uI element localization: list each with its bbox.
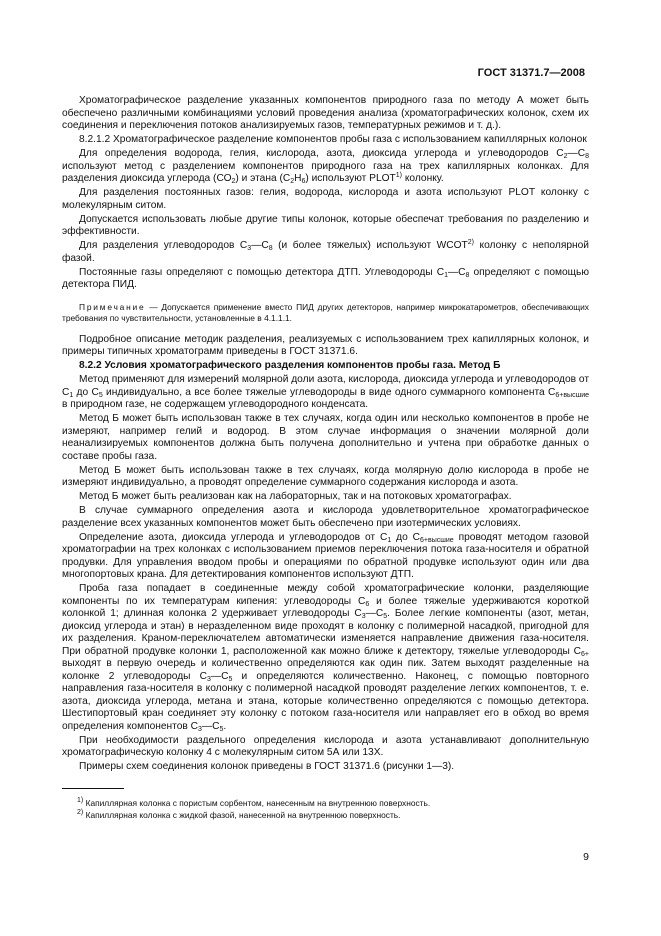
page-number: 9: [583, 851, 589, 863]
footnote-divider: [62, 788, 124, 789]
document-header: ГОСТ 31371.7—2008: [477, 67, 585, 79]
paragraph: Метод Б может быть реализован как на лабораторных, так и на потоковых хроматографах.: [79, 491, 512, 502]
paragraph: Допускается использовать любые другие типы колонок, которые обеспечат требования по разделению и эффективности.: [62, 213, 589, 237]
paragraph: Подробное описание методик разделения, реализуемых с использованием трех капиллярных колонок, и примеры типичных хроматограмм приведены в ГОСТ 31371.6.: [62, 333, 589, 357]
paragraph: Метод Б может быть использован также в тех случаях, когда один или несколько компонентов в пробе не измеряют, например гелий и водород. В этом случае информация о значении молярной доли неанализируемых компонентов должна быть получена дополнительно и учтена при обработке данных о составе пробы газа.: [62, 413, 589, 462]
footnote: $^{2)}$ Капиллярная колонка с жидкой фазой, нанесенной на внутреннюю поверхность.: [77, 808, 401, 820]
paragraph: Метод применяют для измерений молярной доли азота, кислорода, диоксида углерода и углеводородов от $С_1$ до $С_5$ индивидуально, а все более тяжелые углеводороды в виде одного суммарного компонента $С_{6+высшие}$ в природном газе, не содержащем углеводородного конденсата.: [62, 374, 589, 410]
document-body: [62, 95, 589, 821]
paragraph: Постоянные газы определяют с помощью детектора ДТП. Углеводороды $С_1—С_8$ определяют с помощью детектора ПИД.: [62, 266, 589, 290]
note: Примечание — Допускается применение вместо ПИД других детекторов, например микрокатарометров, обеспечивающих требования по чувствительности, установленные в 4.1.1.1.: [62, 301, 589, 323]
paragraph: Проба газа попадает в соединенные между собой хроматографические колонки, разделяющие компоненты по их температурам кипения: углеводороды $С_6$ и более тяжелые удерживаются короткой колонкой 1; длинная колонка 2 удерживает углеводороды $С_3—С_5$. Более легкие компоненты (азот, метан, диоксид углерода и этан) в неразделенном виде проходят в колонку с полимерной насадкой, пригодной для их разделения. Краном-переключателем автоматически изменяется направление движения газа-носителя. При обратной продувке колонки 1, расположенной как можно ближе к детектору, тяжелые углеводороды $С_{6+}$ выходят в первую очередь и количественно определяются как один пик. Затем выходят разделенные на колонке 2 углеводороды $С_3—С_5$ и определяются количественно. Наконец, с помощью повторного направления газа-носителя в колонку с полимерной насадкой проводят разделение легких компонентов, т. е. азота, диоксида углерода, метана и этана, которые количественно определяются с помощью детектора. Шестипортовый кран соединяет эту колонку с потоком газа-носителя или направляет его в обход во время определения компонентов $С_3—С_5$.: [62, 583, 590, 733]
section-heading: 8.2.2 Условия хроматографического разделения компонентов пробы газа. Метод Б: [79, 360, 501, 371]
paragraph: Примеры схем соединения колонок приведены в ГОСТ 31371.6 (рисунки 1—3).: [79, 761, 455, 772]
paragraph: Для определения водорода, гелия, кислорода, азота, диоксида углерода и углеводородов $С_2—С_8$ используют метод с разделением компонентов природного газа на трех капиллярных колонках. Для разделения диоксида углерода $(СО_2)$ и этана $(С_2Н_6)$ используют PLOT$^{1)}$ колонку.: [62, 148, 589, 185]
paragraph: Метод Б может быть использован также в тех случаях, когда молярную долю кислорода в пробе не измеряют индивидуально, а проводят определение суммарного содержания кислорода и азота.: [62, 464, 589, 488]
paragraph: Для разделения постоянных газов: гелия, водорода, кислорода и азота используют PLOT колонку с молекулярным ситом.: [62, 187, 589, 211]
paragraph: В случае суммарного определения азота и кислорода удовлетворительное хроматографическое разделение всех указанных компонентов может быть обеспечено при изотермических условиях.: [62, 505, 589, 529]
paragraph: Для разделения углеводородов $С_3—С_8$ (и более тяжелых) используют WCOT$^{2)}$ колонку с неполярной фазой.: [62, 239, 589, 264]
paragraph: 8.2.1.2 Хроматографическое разделение компонентов пробы газа с использованием капиллярных колонок: [79, 134, 587, 145]
paragraph: При необходимости раздельного определения кислорода и азота устанавливают дополнительную хроматографическую колонку 4 с молекулярным ситом 5А или 13Х.: [62, 734, 589, 758]
footnote: $^{1)}$ Капиллярная колонка с пористым сорбентом, нанесенным на внутреннюю поверхность.: [77, 796, 431, 808]
paragraph: Хроматографическое разделение указанных компонентов природного газа по методу А может быть обеспечено различными комбинациями условий проведения анализа (хроматографических колонок, схем их соединения и переключения потоков анализируемых газов, температурных режимов и т. д.).: [62, 95, 589, 131]
paragraph: Определение азота, диоксида углерода и углеводородов от $С_1$ до $С_{6+высшие}$ проводят методом газовой хроматографии на трех колонках с использованием приемов переключения потока газа-носителя и обратной продувки. Для управления вводом пробы и операциями по обратной продувке используют один или два многопортовых крана. Для детектирования компонентов используют ДТП.: [62, 531, 589, 580]
